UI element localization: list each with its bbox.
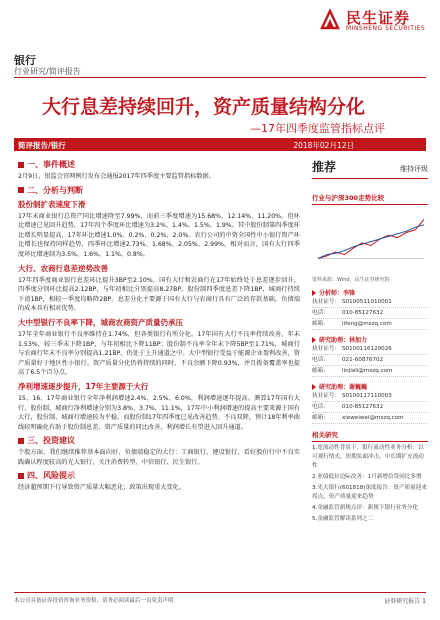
analyst-contact-row: 电话： 010-85127632 [312,402,428,413]
analyst-contact-row: 执业证号： S0100116120026 [312,344,428,355]
section-heading: 四、风险提示 [18,470,300,481]
triangle-bullet-icon [312,290,316,296]
square-bullet-icon [18,473,24,479]
paragraph: 经济超预期下行导致资产质量大幅恶化；政策出现重大变化。 [18,484,186,492]
rating-value: 推荐 [312,160,337,174]
analyst-block [312,288,428,330]
report-subtitle: —17年四季度监管指标点评 [250,122,385,135]
subheading: 净利增速逐步提升，17年主要源于大行 [18,381,149,391]
paragraph: 2月9日，银监会官网例行发布会通报2017年四季度主要监管指标数据。 [18,173,215,180]
series-line-1 [318,225,424,259]
report-date: 2018年02月12日 [293,140,354,150]
analyst-name: 分析师：李锋 [312,288,428,297]
sector-name: 银行 [14,54,36,67]
report-title: 大行息差持续回升，资产质量结构分化 [42,96,366,118]
footer-page: 证券研究报告 1 [384,598,426,605]
header-rule [14,77,426,78]
subheading: 大中型银行不良率下降，城商农商资产质量仍承压 [18,317,183,327]
analyst-list [312,288,428,424]
chart-source: 资料来源：Wind，民生证券研究院 [312,277,390,283]
brand-name-en: MINSHENG SECURITIES [346,25,426,32]
paragraph: 15、16、17年商业银行全年净利润增速2.4%、2.5%、6.0%，利润增速逐年提高。测算17年国有大行、股份制、城商行净利增速分别为3.8%、3.7%、11.1%，17年中小利润增速的提高主要来源于国有大行，股份制、城商行增速较为平稳，而股份制17年四季度已见改善趋势，不良双降，预计18年利率曲线较明确化有助于股份制息差、资产质量的同比改善，利润增长有望进入回升通道。 [18,394,300,431]
report-type: 行业研究/简评报告 [14,67,81,76]
analyst-contact-row: 电话： 021-60876702 [312,355,428,366]
band-label: 简评报告/银行 [18,140,66,150]
related-item: 2.业绩低位边际改善：1月新增信贷同比多增 [312,474,422,480]
chart-title: 行业与沪深300走势比较 [312,193,428,205]
brand-name: 民生证券 [346,9,411,27]
related-item: 1.宽流动性背景下，银行流动性业务分析：以可观行情式，短期负面冲击，中长期扩充流动性 [312,445,424,469]
subheading: 大行、农商行息差逆势改善 [18,263,108,273]
performance-chart [312,209,428,271]
report-band [14,138,426,151]
paragraph: 17年全年商业银行不良率维持在1.74%，但各类银行有所分化。17年国有大行不良率持续改善，年末1.53%，较三季末下降1BP，与年初相比下降11BP；股份制不良率全年末下降5BP至1.71%，城商行与农商行年末不良率分别提高1.21BP，仍处于上升通道之中。大中型银行受益于能源企业盈利改善，资产质量好于地区性小银行。资产质量分化仍将持续的同时，不良余额下降0.93%，并且拨备覆盖率也提高了6.5个百分点。 [18,330,300,377]
subheading: 股份制扩表速度下滑 [18,199,86,209]
rating-note: 维持评级 [400,165,428,173]
analyst-contact-row: 执业证号： S0100511010001 [312,297,428,308]
triangle-bullet-icon [312,384,316,390]
square-bullet-icon [18,162,24,168]
paragraph: 个股方面，我们继续推荐基本面向好、负债端稳定的大行：工商银行、建设银行，看好股份行中不良实践确认程度较高的光大银行，关注消费转型、中信银行、民生银行。 [18,449,300,466]
analyst-name: 研究助理：林加力 [312,335,428,344]
paragraph: 17年末商业银行总资产同比增速降至7.99%，而前三季度增速为15.68%、12.14%、11.20%。但环比增速已见回升趋势，17年四个季度环比增速为3.2%、1.4%、1.5%、1.9%。其中股份制第四季度环比增长明显提高，17年环比增速1.0%、0.2%、0.2%、2.0%。农行公司的中资全国性中小银行资产环比增长也保持同样趋势，四季环比增速2.73%、1.68%、2.05%、2.99%，相对而言，国有大行四季度环比增速制为3.5%、1.6%、1.1%、0.8%。 [18,212,300,258]
section-heading: 一、事件概述 [18,159,300,170]
footer-disclaimer: 本公司具备证券投资咨询业务资格，请务必阅读最后一页免责声明 [14,598,174,604]
footer-rule [14,592,426,593]
brand-logo [318,6,430,36]
main-content [18,156,300,576]
section-heading: 三、投资建议 [18,435,300,446]
analyst-contact-row: 执业证号： S0100117110003 [312,391,428,402]
sidebar [312,158,428,578]
analyst-contact-row: 邮箱： linjiali@mszq.com [312,366,428,377]
related-item: 5.金融监管解读系列之二 [312,516,374,522]
analyst-contact-row: 电话： 010-85127632 [312,308,428,319]
related-item: 4.金融监管新规点评：新规下银行业务分化 [312,505,419,511]
analyst-name: 研究助理：谢巍巍 [312,382,428,391]
analyst-block [312,382,428,424]
brand-mark-icon [318,8,342,32]
analyst-contact-row: 邮箱： lifeng@mszq.com [312,319,428,330]
section-heading: 二、分析与判断 [18,185,300,196]
triangle-bullet-icon [312,337,316,343]
related-list [312,444,428,524]
paragraph: 17年四季度商业银行息差环比提升3BP至2.10%，国有大行和农商行在17年始终处于息差逐步回升，四季度分别环比提高2.12BP，与年初相比分别提高8.27BP。股份制四季度息差下降1BP，城商行持续下滑1BP，相较一季度均略降2BP。息差分化主要源于国有大行与农商行具有广泛的存款基础，负债端的成本具有相对优势。 [18,276,300,313]
square-bullet-icon [18,187,24,193]
rating [312,158,428,179]
series-line-0 [318,220,424,259]
square-bullet-icon [18,438,24,444]
analyst-contact-row: 邮箱： xieweiwei@mszq.com [312,413,428,424]
related-item: 3.光大银行(601818)深度报告：资产质量迎来拐点，资产质量迎来趋势 [312,485,427,500]
analyst-block [312,335,428,377]
related-title: 相关研究 [312,430,428,442]
